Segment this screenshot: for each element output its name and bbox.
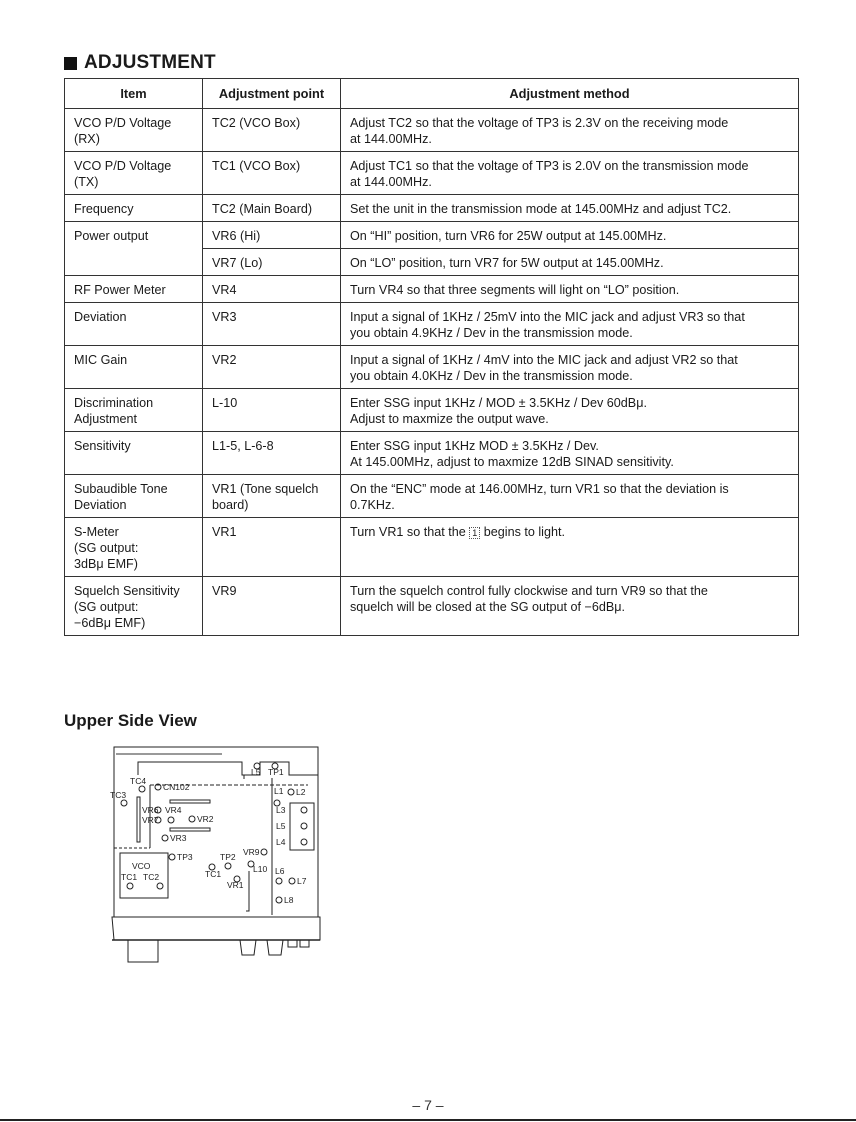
jack-b: [300, 940, 309, 947]
tp3-icon: [169, 854, 175, 860]
cell-method: Input a signal of 1KHz / 4mV into the MIC jack and adjust VR2 so that you obtain 4.0KHz / Dev in the transmission mode.: [341, 346, 799, 389]
section-title-text: ADJUSTMENT: [84, 52, 216, 73]
vr-bar: [170, 828, 210, 831]
cell-item: Power output: [65, 222, 203, 276]
table-row: [65, 346, 799, 389]
table-header-row: [65, 79, 799, 109]
label-l5-top: L5: [251, 767, 261, 777]
label-l2: L2: [296, 787, 306, 797]
s-meter-segment-icon: 1: [469, 527, 480, 539]
cell-item: VCO P/D Voltage (RX): [65, 109, 203, 152]
cell-method: Adjust TC2 so that the voltage of TP3 is 2.3V on the receiving mode at 144.00MHz.: [341, 109, 799, 152]
table-row: [65, 432, 799, 475]
table-row: [65, 152, 799, 195]
label-l7: L7: [297, 876, 307, 886]
label-tc4: TC4: [130, 776, 147, 786]
label-tp1: TP1: [268, 767, 284, 777]
l3-icon: [301, 807, 307, 813]
tp2-icon: [225, 863, 231, 869]
table-row: [65, 109, 799, 152]
cell-item: RF Power Meter: [65, 276, 203, 303]
cell-point: VR6 (Hi): [203, 222, 341, 249]
table-row: [65, 475, 799, 518]
cell-item: Discrimination Adjustment: [65, 389, 203, 432]
label-tc3: TC3: [110, 790, 127, 800]
square-bullet-icon: [64, 57, 77, 70]
knob-b: [267, 940, 283, 955]
method-text-after: begins to light.: [480, 525, 565, 539]
l4-icon: [301, 839, 307, 845]
cell-point: VR3: [203, 303, 341, 346]
label-vr1: VR1: [227, 880, 244, 890]
label-tc1-vco: TC1: [121, 872, 138, 882]
cell-point: TC1 (VCO Box): [203, 152, 341, 195]
cell-method: Set the unit in the transmission mode at 145.00MHz and adjust TC2.: [341, 195, 799, 222]
label-l6: L6: [275, 866, 285, 876]
method-text-before: Turn VR1 so that the: [350, 525, 470, 539]
cell-method: [341, 518, 799, 577]
cell-point: VR2: [203, 346, 341, 389]
vr4-icon: [168, 817, 174, 823]
cell-point: VR9: [203, 577, 341, 636]
header-item: Item: [65, 79, 203, 109]
header-adjustment-method: Adjustment method: [341, 79, 799, 109]
label-tc1: TC1: [205, 869, 222, 879]
knob-a: [240, 940, 256, 955]
label-l3: L3: [276, 805, 286, 815]
knob-main: [128, 940, 158, 962]
label-l1: L1: [274, 786, 284, 796]
coil-box: [290, 803, 314, 850]
l7-icon: [289, 878, 295, 884]
cell-item: Squelch Sensitivity (SG output: −6dBμ EMF): [65, 577, 203, 636]
pcb-layout-drawing: [112, 745, 322, 970]
table-row: [65, 389, 799, 432]
cell-point: VR7 (Lo): [203, 249, 341, 276]
adjustment-table: [64, 78, 799, 636]
cell-method: On the “ENC” mode at 146.00MHz, turn VR1 so that the deviation is 0.7KHz.: [341, 475, 799, 518]
label-tp2: TP2: [220, 852, 236, 862]
cell-method: Enter SSG input 1KHz / MOD ± 3.5KHz / Dev 60dBμ. Adjust to maxmize the output wave.: [341, 389, 799, 432]
label-l8: L8: [284, 895, 294, 905]
cell-method: Input a signal of 1KHz / 25mV into the MIC jack and adjust VR3 so that you obtain 4.9KHz / Dev in the transmission mode.: [341, 303, 799, 346]
vr3-icon: [162, 835, 168, 841]
label-l4: L4: [276, 837, 286, 847]
label-cn102: CN102: [163, 782, 190, 792]
label-vr2: VR2: [197, 814, 214, 824]
tc3-icon: [121, 800, 127, 806]
chassis-outline: [114, 747, 318, 917]
cell-method: Adjust TC1 so that the voltage of TP3 is 2.0V on the transmission mode at 144.00MHz.: [341, 152, 799, 195]
cell-item: S-Meter (SG output: 3dBμ EMF): [65, 518, 203, 577]
table-row: [65, 276, 799, 303]
cell-method: On “LO” position, turn VR7 for 5W output at 145.00MHz.: [341, 249, 799, 276]
cell-item: Deviation: [65, 303, 203, 346]
cell-point: TC2 (VCO Box): [203, 109, 341, 152]
label-vr6: VR6: [142, 805, 159, 815]
diagram-title: Upper Side View: [64, 711, 197, 730]
cell-item: Subaudible Tone Deviation: [65, 475, 203, 518]
top-bracket: [138, 762, 318, 775]
label-l10: L10: [253, 864, 268, 874]
cell-item: Frequency: [65, 195, 203, 222]
table-row: [65, 577, 799, 636]
cn102-bar: [170, 800, 210, 803]
section-title: [64, 52, 216, 74]
header-adjustment-point: Adjustment point: [203, 79, 341, 109]
cell-item: Sensitivity: [65, 432, 203, 475]
cell-item: VCO P/D Voltage (TX): [65, 152, 203, 195]
label-vco: VCO: [132, 861, 151, 871]
vr9-icon: [261, 849, 267, 855]
l6-icon: [276, 878, 282, 884]
cell-method: Turn VR4 so that three segments will light on “LO” position.: [341, 276, 799, 303]
label-vr4: VR4: [165, 805, 182, 815]
cell-point: L-10: [203, 389, 341, 432]
label-l5: L5: [276, 821, 286, 831]
vr2-icon: [189, 816, 195, 822]
cell-item: MIC Gain: [65, 346, 203, 389]
tc4-icon: [139, 786, 145, 792]
label-vr3: VR3: [170, 833, 187, 843]
cell-method: Enter SSG input 1KHz MOD ± 3.5KHz / Dev. At 145.00MHz, adjust to maxmize 12dB SINAD sensitivity.: [341, 432, 799, 475]
l8-icon: [276, 897, 282, 903]
l5-icon: [301, 823, 307, 829]
table-row: [65, 195, 799, 222]
bottom-rule: [0, 1119, 856, 1121]
front-panel: [112, 917, 320, 940]
label-vr7: VR7: [142, 815, 159, 825]
label-tc2-vco: TC2: [143, 872, 160, 882]
cell-method: Turn the squelch control fully clockwise and turn VR9 so that the squelch will be closed at the SG output of −6dBμ.: [341, 577, 799, 636]
label-tp3: TP3: [177, 852, 193, 862]
table-row: [65, 303, 799, 346]
tc2-vco-icon: [157, 883, 163, 889]
cell-point: L1-5, L-6-8: [203, 432, 341, 475]
cell-point: TC2 (Main Board): [203, 195, 341, 222]
jack-a: [288, 940, 297, 947]
table-row: [65, 222, 799, 249]
cell-point: VR1 (Tone squelch board): [203, 475, 341, 518]
page-number: – 7 –: [412, 1097, 444, 1113]
table-row: [65, 518, 799, 577]
l2-icon: [288, 789, 294, 795]
l10-bracket: [246, 871, 249, 911]
tc1-vco-icon: [127, 883, 133, 889]
upper-side-view-diagram: [112, 745, 322, 970]
tc3-bar: [137, 797, 140, 842]
cell-method: On “HI” position, turn VR6 for 25W output at 145.00MHz.: [341, 222, 799, 249]
cell-point: VR4: [203, 276, 341, 303]
label-vr9: VR9: [243, 847, 260, 857]
cell-point: VR1: [203, 518, 341, 577]
